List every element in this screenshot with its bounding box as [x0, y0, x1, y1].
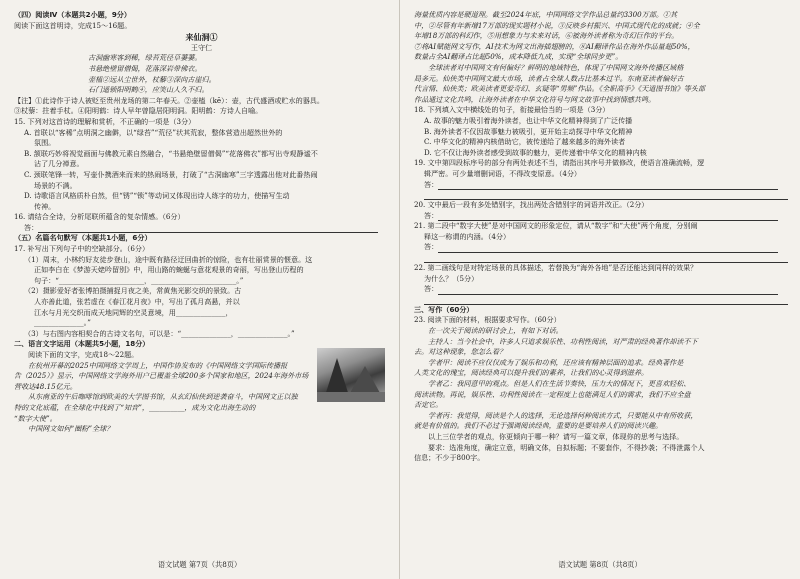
- poem-title: 来仙洞①: [185, 32, 218, 43]
- answer-field[interactable]: [438, 182, 778, 190]
- requirement-line: 信息；不少于800字。: [414, 453, 485, 463]
- question-18: 18. 下列填入文中横线处的句子，衔接最恰当的一项是（3分）: [414, 105, 610, 115]
- passage-line: 代言情、仙侠类；欧美读者更爱奇幻、玄疑等“男频”作品。《全职高手》《天道图书馆》等头部: [414, 84, 705, 94]
- question-20: 20. 文中最后一段有多处错别字，找出两处含错别字的词语并改正。（2分）: [414, 200, 649, 210]
- q17-3[interactable]: （3）与右图内容相契合的古诗文名句，可以是：“______________，______________。”: [24, 328, 295, 338]
- material-line: 在一次关于阅读的研讨会上，有如下对话。: [428, 326, 563, 336]
- passage-line: 在杭州开幕的2025中国网络文学周上，中国作协发布的《中国网络文学国际传播报: [28, 360, 288, 370]
- option-a: A. 首联以“客稀”点明洞之幽僻，以“绿苔”“荒径”状其荒寂，整体营造出超然世外的: [24, 127, 283, 137]
- answer-field[interactable]: [38, 225, 378, 233]
- requirement-line: 要求：选准角度，确定立意，明确文体，自拟标题；不要套作，不得抄袭；不得泄露个人: [428, 442, 705, 452]
- poem-note: 【注】①此诗作于诗人被贬至贵州龙场的第二年春天。②壶榼（kē）：壶，古代盛酒或贮水的器具。: [14, 95, 324, 105]
- section-title-reading4: （四）阅读Ⅳ（本题共2小题，9分）: [14, 10, 131, 19]
- q17-2: （2）摄影爱好者张博拍摄捕捉月夜之美，常黄焦光影交织的景致。古: [24, 286, 242, 296]
- q17-1-cont: 正如李白在《梦游天姥吟留别》中，用山路的蜿蜒与意花观景的奇丽，写出登山历程的: [34, 265, 304, 275]
- answer-field[interactable]: [424, 190, 788, 200]
- poem-line: 书悬绝壁留僧偈，花落深岩带佛衣。: [88, 63, 202, 73]
- option-c[interactable]: C. 中华文化的精神内核借助它，被传递给了越来越多的海外读者: [424, 137, 626, 147]
- question-21: 21. 第二段中“数字大使”是对中国网文的形象定位，请从“数字”和“大使”两个角度，分别阐: [414, 221, 698, 231]
- question-15: 15. 下列对这首诗的理解和赏析，不正确的一项是（3分）: [14, 116, 196, 126]
- q17-2-cont[interactable]: 江水与月光交织而成天地同辉的空灵意境，用______________，: [34, 307, 233, 317]
- poem-note: ③杖藜：拄着手杖。④阳明鹤：诗人早年曾隐居阳明洞。阳明鹤：方诗人自喻。: [14, 106, 263, 116]
- option-a-cont: 氛围。: [34, 138, 56, 148]
- material-line: 就是有价值的。我们不必过于强调阅读经典，重要的是要培养人们的阅读兴趣。: [414, 421, 663, 431]
- answer-field[interactable]: [438, 287, 778, 295]
- passage-line: 数量占全AI翻译占比超50%，成本降低九成，实现“全球同步更”。: [414, 52, 623, 62]
- question-21-cont: 释这一称谓的内涵。（4分）: [424, 231, 511, 241]
- exam-page-8: [400, 0, 800, 579]
- option-a[interactable]: A. 故事的魅力吸引着海外读者，也让中华文化精神得到了广泛传播: [424, 115, 633, 125]
- option-b: B. 颔联巧妙将视觉画面与佛教元素自然融合，“书悬绝壁留僧偈”“花落佛衣”都写出寺观静谧不: [24, 148, 318, 158]
- question-19: 19. 文中第四段标序号的部分有两处表述不当，请指出其序号并做修改，使语言准确流畅，逻: [414, 158, 705, 168]
- option-c: C. 颈联笔锋一转，写壶仆携酒来而来的热闹场景，打破了“古洞幽寒”三字透露出他对此番热闹: [24, 169, 318, 179]
- material-line: 学者乙：我同意甲的观点。但是人们在生活节奏快，压力大的情况下，更喜欢轻松、: [428, 379, 691, 388]
- passage-line: 特的文化底蕴，在全球化中找到了“知音”，__________，成为文化出海生动的: [14, 402, 256, 412]
- passage-line: 年增18万部的科幻作，⑤用想象力与未来对话，⑥被海外读者称为奇幻巨作的平台。: [414, 31, 679, 41]
- passage-line: “数字大使”。: [14, 413, 57, 423]
- passage-line: 中国网文如何“圈粉”全球？: [28, 424, 114, 434]
- page-footer: 语文试题 第8页（共8页）: [558, 560, 642, 570]
- answer-line: 答：: [14, 223, 389, 234]
- option-d[interactable]: D. 它不仅让海外读者感受到故事的魅力，更传递着中华文化的精神内核: [424, 147, 647, 157]
- question-22-cont: 为什么？（5分）: [424, 273, 479, 283]
- answer-field[interactable]: [424, 253, 788, 263]
- question-17: 17. 补写出下列句子中的空缺部分。（6分）: [14, 244, 150, 254]
- question-19-cont: 辑严密。可少量增删词语，不得改变原意。（4分）: [424, 168, 582, 178]
- question-22: 22. 第二画线句是对特定场景的具体描述，若替换为“海外各地”是否还能达到同样的效果？: [414, 263, 698, 273]
- q17-2-cont: 人亦善此道，张若虚在《春江花月夜》中，写出了孤月高悬，并以: [34, 297, 240, 307]
- option-d-cont: 传神。: [34, 201, 56, 211]
- material-line: 学者甲：阅读不应仅仅成为了娱乐和功利，还应该有精神层面的追求。经典著作是: [428, 357, 684, 367]
- q17-2-blank[interactable]: ______________。”: [34, 318, 91, 328]
- answer-field[interactable]: [438, 245, 778, 253]
- answer-line: 答：: [414, 242, 788, 253]
- passage-line: 全球读者对中国网文有何偏好？鲜明的地域特色，体现了中国网文海外传播区域格: [428, 62, 684, 72]
- q17-1: （1）周末，小林约好友徒步登山，途中既有路径迂回曲折的惊险，也有壮丽赏景的惬意。这: [24, 254, 313, 264]
- material-line: 主持人：当今社会中，许多人只追求娱乐性、功利性阅读，对严肃的经典著作却读不下: [428, 336, 698, 346]
- passage-line: 从东南亚的午后咖啡馆到欧美的大学图书馆，从玄幻仙侠到逆袭奋斗，中国网文正以独: [28, 392, 298, 402]
- poem-line: 石门遥锁阳明鹤④，应笑山人久不归。: [88, 85, 209, 95]
- section-title-recitation: （五）名篇名句默写（本题共1小题，6分）: [14, 233, 152, 243]
- material-line: 阅读读物。再说，娱乐性、功利性阅读在一定程度上也能满足人们的需求，我们不应全盘: [414, 389, 691, 399]
- passage-line: 局多元。仙侠类中国网文最大市场，读者占全球人数占比基本过半。东南亚读者偏好古: [414, 73, 684, 83]
- q17-1-blank[interactable]: 句子：“________________________，________________________。”: [34, 275, 244, 285]
- answer-line: 答：: [414, 211, 788, 222]
- question-16: 16. 请结合全诗，分析尾联所蕴含的复杂情感。（6分）: [14, 212, 185, 222]
- material-line: 学者丙：我觉得，阅读是个人的选择，无论选择何种阅读方式，只要能从中有所收获，: [428, 410, 698, 420]
- poem-line: 古洞幽寒客到稀，绿苔荒径草萋萋。: [88, 53, 202, 63]
- answer-line: 答：: [414, 180, 788, 191]
- section-title-writing: 三、写作（60分）: [414, 304, 474, 314]
- answer-line: 答：: [414, 284, 788, 295]
- passage-line: 中，②尽管有年新增17万部的现实题材小说，③反映乡村振兴、中国式现代化的成就；④全: [414, 20, 700, 30]
- passage-line: ⑦将AI赋能网文写作，AI技术为网文出海插翅膀的，⑧AI翻译作品在海外作品量超50%，: [414, 41, 695, 51]
- material-line: 人类文化的瑰宝，阅读经典可以提升我们的素养，让我们的心灵得到滋养。: [414, 368, 649, 378]
- passage-line: 海量优质内容是硬道理。截至2024年底，中国网络文学作品总量约3300万部。①其: [414, 10, 678, 19]
- mountain-moon-photo: [317, 348, 385, 402]
- passage-line: 作品通过文化共鸣，让海外读者在中华文化符号与网文故事中找到情感共鸣。: [414, 94, 656, 104]
- poem-author: 王守仁: [190, 42, 213, 52]
- answer-field[interactable]: [438, 213, 778, 221]
- passage-line: 营收达48.15亿元。: [14, 381, 77, 391]
- section-instruction: 阅读下面的文字，完成18～22题。: [28, 350, 139, 359]
- page-footer: 语文试题 第7页（共8页）: [157, 560, 242, 570]
- passage-line: 告（2025）》显示，中国网络文学海外用户已覆盖全球200多个国家和地区，2024年海外市场: [14, 371, 309, 381]
- answer-field[interactable]: [424, 295, 788, 305]
- poem-line: 壶榼②远从尘世外，杖藜③深向古崖归。: [88, 74, 216, 84]
- option-d: D. 诗歌语言风格质朴自然，但“锈”“锁”等动词又体现出诗人练字的功力，使描写生动: [24, 191, 290, 201]
- material-line: 否定它。: [414, 400, 443, 410]
- question-23: 23. 阅读下面的材料，根据要求写作。（60分）: [414, 315, 561, 325]
- option-c-cont: 场景的不满。: [34, 180, 77, 190]
- option-b[interactable]: B. 海外读者不仅因故事魅力被吸引，更开始主动探寻中华文化精神: [424, 126, 633, 136]
- option-b-cont: 沾了几分禅意。: [34, 159, 84, 169]
- section-title-language: 二、语言文字运用（本题共5小题，18分）: [14, 339, 150, 349]
- task-line: 以上三位学者的观点，你更倾向于哪一种？请写一篇文章，体现你的思考与选择。: [428, 431, 684, 441]
- section-instruction: 阅读下面这首明诗，完成15～16题。: [14, 20, 132, 30]
- material-line: 去。对这种现象，您怎么看？: [414, 347, 507, 357]
